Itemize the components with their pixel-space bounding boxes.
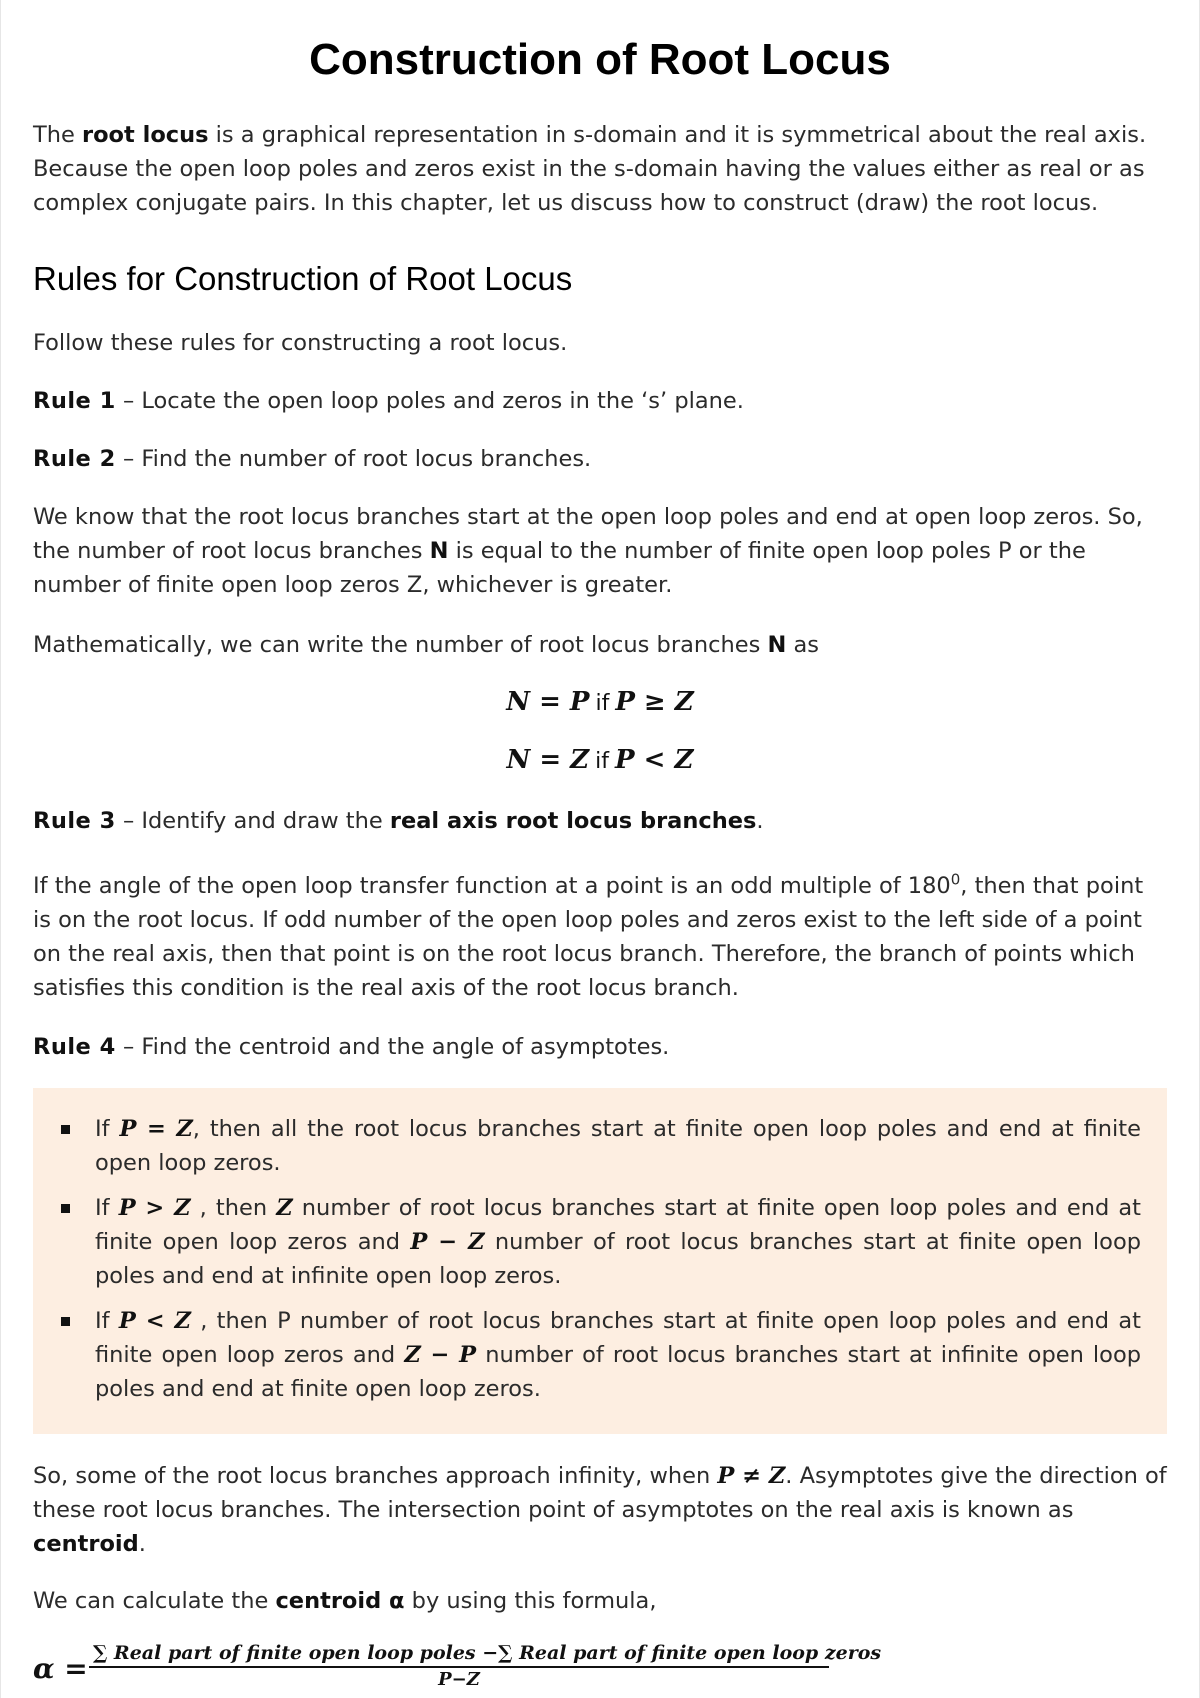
asym-text-3: . (138, 1531, 146, 1557)
follow-paragraph: Follow these rules for constructing a root locus. (33, 330, 568, 356)
symbol-z: Z (406, 572, 423, 598)
calc-paragraph (33, 1584, 1167, 1618)
rule-2-paragraph (33, 500, 1167, 602)
rule-1 (33, 384, 1167, 418)
rule-2-label: Rule 2 (33, 446, 116, 472)
centroid-formula (33, 1640, 933, 1698)
rule-3-bold-term: real axis root locus branches (389, 808, 757, 834)
list-item (59, 1191, 1141, 1293)
centroid-alpha-term: centroid α (275, 1588, 405, 1614)
math-para-text: Mathematically, we can write the number of root locus branches (33, 632, 768, 658)
intro-text: The (33, 122, 82, 148)
equation-1-if: if (595, 691, 610, 716)
bullet-list (59, 1112, 1141, 1406)
section-heading: Rules for Construction of Root Locus (33, 260, 573, 297)
formula-lhs: α = (33, 1652, 88, 1685)
math-paragraph (33, 628, 1167, 662)
formula-numerator: ∑ Real part of finite open loop poles −∑ Real part of finite open loop zeros (89, 1640, 829, 1668)
bullet-if: If (95, 1195, 119, 1221)
bullet-condition: P > Z (118, 1195, 191, 1221)
degree-superscript: 0 (950, 870, 961, 889)
rule-2-para-text-3: or the number of finite open loop zeros (33, 538, 1086, 598)
rule-2-para-text: We know that the root locus branches start at the open loop poles and end at open loop zeros. So, the number of root locus branches (33, 504, 1143, 564)
asym-text: So, some of the root locus branches approach infinity, when (33, 1463, 718, 1489)
rule-3-label: Rule 3 (33, 808, 116, 834)
bullet-if: If (95, 1308, 119, 1334)
intro-paragraph (33, 118, 1167, 220)
rule-2-text: – Find the number of root locus branches. (115, 446, 592, 472)
rule-4 (33, 1030, 1167, 1064)
equation-2 (33, 740, 1167, 782)
equation-1 (33, 682, 1167, 724)
intro-bold-term: root locus (82, 122, 209, 148)
asymptote-paragraph (33, 1459, 1167, 1561)
rule-1-label: Rule 1 (33, 388, 116, 414)
bullet-symbol-z: Z (276, 1195, 293, 1221)
rule-2 (33, 442, 1167, 476)
page-title: Construction of Root Locus (309, 35, 891, 84)
asym-text-2: . Asymptotes give the direction of these root locus branches. The intersection point of asymptotes on the real axis is known as (33, 1463, 1167, 1523)
list-item (59, 1304, 1141, 1406)
bullet-square-icon (61, 1204, 70, 1213)
math-para-post: as (786, 632, 819, 658)
rule-2-para-text-2: is equal to the number of finite open loop poles (448, 538, 998, 564)
equation-2-rhs: P < Z (615, 745, 694, 775)
bullet-if: If (95, 1116, 120, 1142)
rule-3-post: . (756, 808, 764, 834)
bullet-condition: P < Z (118, 1308, 191, 1334)
symbol-n-2: N (767, 632, 787, 658)
rule-4-label: Rule 4 (33, 1034, 116, 1060)
bullet-text: , then all the root locus branches start at finite open loop poles and end at finite open loop zeros. (95, 1116, 1141, 1176)
asym-condition: P ≠ Z (717, 1463, 786, 1489)
equation-2-if: if (595, 749, 610, 774)
rule-2-para-text-4: , whichever is greater. (422, 572, 673, 598)
equation-1-lhs: N = P (506, 687, 590, 717)
bullet-text-2: number of root locus branches start at finite open loop poles and end at finite open loop zeros and (95, 1195, 1141, 1255)
equation-2-lhs: N = Z (506, 745, 590, 775)
bullet-text-3: number of root locus branches start at finite open loop poles and end at infinite open loop zeros. (95, 1229, 1141, 1289)
bullet-text: , then (190, 1195, 277, 1221)
bullet-text-2: number of root locus branches start at infinite open loop poles and end at finite open loop zeros. (95, 1342, 1142, 1402)
equation-1-rhs: P ≥ Z (615, 687, 694, 717)
centroid-term: centroid (33, 1531, 139, 1557)
bullet-symbol-z-minus-p: Z − P (404, 1342, 477, 1368)
highlight-box (33, 1088, 1167, 1434)
calc-text: We can calculate the (33, 1588, 276, 1614)
rule-3-para-text: If the angle of the open loop transfer function at a point is an odd multiple of 180 (33, 873, 951, 899)
rule-3-text: – Identify and draw the (115, 808, 390, 834)
symbol-n: N (429, 538, 449, 564)
bullet-symbol-p-minus-z: P − Z (410, 1229, 485, 1255)
rule-3 (33, 804, 1167, 838)
list-item (59, 1112, 1141, 1180)
intro-text-rest: is a graphical representation in s-domain and it is symmetrical about the real axis. Because the open loop poles and zeros exist in the s-domain having the values either as real or as complex conjugate pairs. In this chapter, let us discuss how to construct (draw) the root locus. (33, 122, 1147, 216)
bullet-text: , then P number of root locus branches start at finite open loop poles and end at finite open loop zeros and (95, 1308, 1141, 1368)
bullet-square-icon (61, 1125, 70, 1134)
symbol-p: P (997, 538, 1012, 564)
calc-text-2: by using this formula, (404, 1588, 657, 1614)
formula-fraction (89, 1640, 882, 1692)
formula-denominator: P−Z (438, 1669, 480, 1690)
bullet-condition: P = Z (119, 1116, 193, 1142)
rule-1-text: – Locate the open loop poles and zeros in the ‘s’ plane. (115, 388, 744, 414)
rule-3-paragraph (33, 869, 1167, 1005)
rule-3-para-text-2: , then that point is on the root locus. If odd number of the open loop poles and zeros exist to the left side of a point on the real axis, then that point is on the root locus branch. Therefore, the branch of points which satisfies this condition is the real axis of the root locus branch. (33, 873, 1144, 1001)
rule-4-text: – Find the centroid and the angle of asymptotes. (115, 1034, 670, 1060)
bullet-square-icon (61, 1317, 70, 1326)
